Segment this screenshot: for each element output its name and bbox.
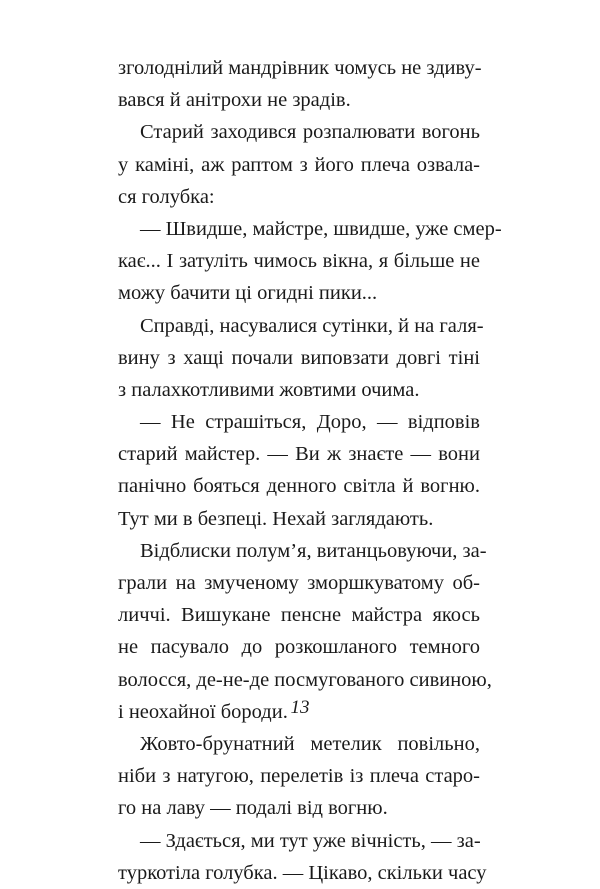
- text-line: личчі. Вишукане пенсне майстра якось: [118, 604, 480, 627]
- text-line: старий майстер. — Ви ж знаєте — вони: [118, 443, 480, 466]
- text-line: можу бачити ці огидні пики...: [118, 282, 378, 305]
- text-line: панічно бояться денного світла й вогню.: [118, 475, 480, 498]
- text-line: і неохайної бороди.: [118, 700, 288, 723]
- paragraph-first-line: Жовто-брунатний метелик повільно,: [140, 732, 480, 755]
- page-number: 13: [290, 697, 310, 718]
- paragraph-first-line: Старий заходився розпалювати вогонь: [140, 121, 480, 144]
- text-line: грали на змученому зморшкуватому об-: [118, 572, 480, 594]
- text-line: ніби з натугою, перелетів із плеча старо-: [118, 765, 480, 788]
- text-line: з палахкотливими жовтими очима.: [118, 378, 420, 401]
- text-line: не пасувало до розкошланого темного: [118, 636, 480, 659]
- paragraph-first-line: — Здається, ми тут уже вічність, — за-: [140, 829, 481, 852]
- text-line: го на лаву — подалі від вогню.: [118, 797, 388, 820]
- paragraph-first-line: Справді, насувалися сутінки, й на галя-: [140, 314, 484, 337]
- body-text: [118, 52, 502, 889]
- text-line: волосся, де-не-де посмугованого сивиною,: [118, 668, 492, 691]
- paragraph-first-line: — Швидше, майстре, швидше, уже смер-: [140, 217, 502, 240]
- text-line: у каміні, аж раптом з його плеча озвала-: [118, 153, 480, 176]
- text-line: туркотіла голубка. — Цікаво, скільки часу: [118, 861, 487, 884]
- text-line: вався й анітрохи не зрадів.: [118, 89, 351, 112]
- text-line: кає... І затуліть чимось вікна, я більше не: [118, 250, 480, 273]
- paragraph-first-line: — Не страшіться, Доро, — відповів: [140, 411, 480, 434]
- text-line: вину з хащі почали виповзати довгі тіні: [118, 346, 480, 369]
- text-line: ся голубка:: [118, 185, 215, 208]
- text-line: Тут ми в безпеці. Нехай заглядають.: [118, 507, 434, 530]
- paragraph-first-line: Відблиски полум’я, витанцьовуючи, за-: [140, 539, 487, 562]
- text-line: зголоднілий мандрівник чомусь не здиву-: [118, 57, 482, 79]
